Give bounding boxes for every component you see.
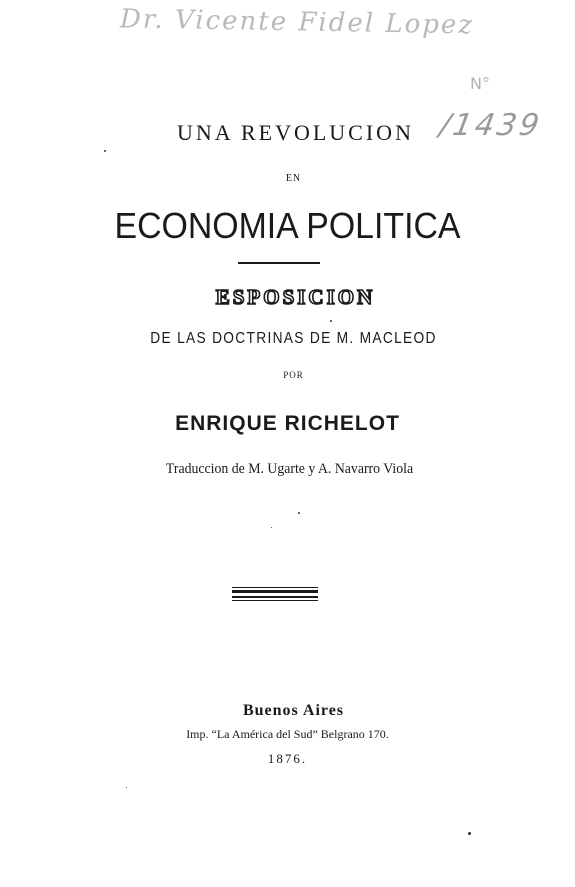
subtitle-heading: ESPOSICION (215, 285, 376, 309)
ornament-line-2 (232, 590, 318, 593)
paper-speck (298, 512, 300, 514)
ornament-line-1 (232, 587, 318, 588)
imprint-year: 1876. (267, 751, 308, 766)
ornament-line-4 (232, 600, 318, 601)
by-label: POR (283, 370, 304, 380)
author-name: ENRIQUE RICHELOT (175, 412, 400, 435)
imprint-city: Buenos Aires (242, 702, 345, 719)
title-line-1: UNA REVOLUCION (177, 120, 414, 145)
ornament-line-3 (232, 596, 318, 598)
paper-speck (104, 150, 106, 152)
handwritten-shelfmark: /1439 (436, 108, 545, 143)
imprint-printer: Imp. “La América del Sud” Belgrano 170. (186, 727, 389, 741)
title-line-2: EN (285, 173, 302, 184)
paper-speck (330, 320, 332, 322)
paper-speck (271, 527, 272, 528)
translation-credit: Traduccion de M. Ugarte y A. Navarro Viola (165, 461, 414, 477)
title-divider (238, 262, 320, 264)
handwritten-owner-note: Dr. Vicente Fidel Lopez (119, 4, 475, 41)
subtitle-line: DE LAS DOCTRINAS DE M. MACLEOD (150, 330, 437, 347)
paper-speck (468, 832, 471, 835)
paper-speck (126, 787, 127, 788)
main-title: ECONOMIA POLITICA (114, 205, 461, 246)
shelfmark-prefix: N° (470, 74, 490, 93)
